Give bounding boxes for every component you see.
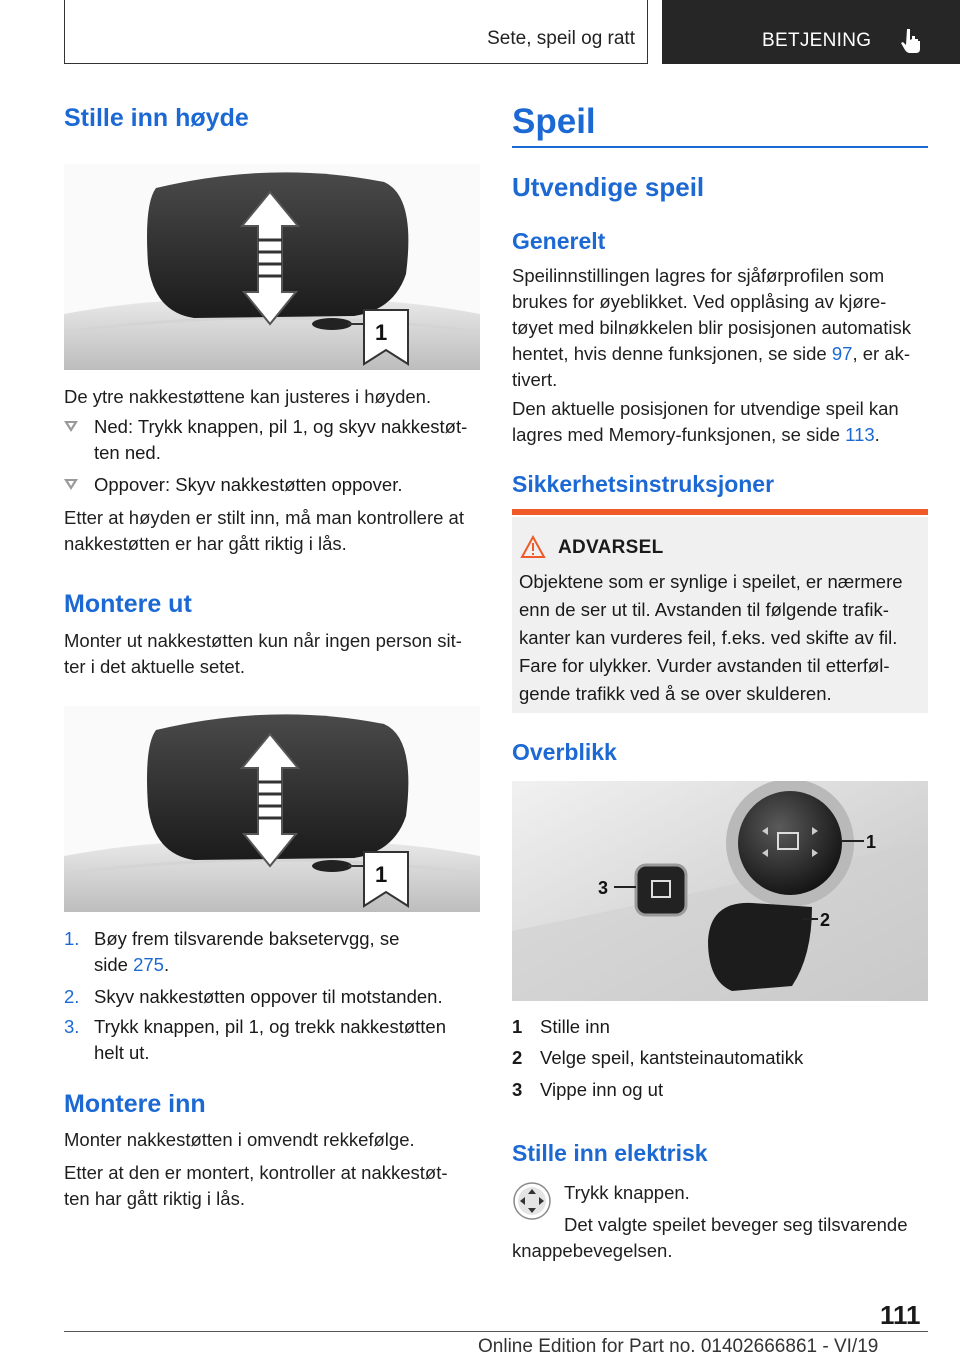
header-chapter-title: BETJENING: [762, 30, 872, 51]
figure-callout-1: 1: [375, 862, 388, 887]
heading-electric: Stille inn elektrisk: [512, 1140, 708, 1166]
legend-number: 3: [512, 1079, 523, 1100]
warning-title: ADVARSEL: [558, 537, 664, 558]
page-link-97[interactable]: 97: [831, 343, 853, 364]
install-line2: Etter at den er montert, kontroller at nakkestøt-: [64, 1162, 448, 1183]
list-item: [64, 1014, 480, 1066]
legend-text: Vippe inn og ut: [540, 1079, 664, 1100]
step-number: 2.: [64, 986, 80, 1007]
remove-intro-line2: ter i det aktuelle setet.: [64, 656, 245, 677]
remove-intro-line1: Monter ut nakkestøtten kun når ingen person sit-: [64, 630, 462, 651]
bullet-line: Oppover: Skyv nakkestøtten oppover.: [94, 474, 403, 495]
step-number: 3.: [64, 1016, 80, 1037]
figure-callout-1: 1: [375, 320, 388, 345]
install-line1: Monter nakkestøtten i omvendt rekkefølge.: [64, 1129, 415, 1150]
heading-general: Generelt: [512, 228, 606, 254]
hand-pointer-icon: [898, 26, 926, 54]
general-line: tøyet med bilnøkkelen blir posisjonen automatisk: [512, 317, 911, 338]
legend-number: 1: [512, 1016, 523, 1037]
memory-line: lagres med Memory-funksjonen, se side 113.: [512, 424, 880, 445]
memory-line: Den aktuelle posisjonen for utvendige speil kan: [512, 398, 899, 419]
step-line: side 275.: [94, 954, 170, 975]
mirror-adjust-button-icon: [512, 1181, 552, 1221]
legend-text: Stille inn: [540, 1016, 610, 1037]
install-line3: ten har gått riktig i lås.: [64, 1188, 245, 1209]
headrest-figure-1: [64, 164, 480, 370]
figure-callout-2: 2: [820, 910, 831, 930]
headrest-figure-2: [64, 706, 480, 912]
heading-remove: Montere ut: [64, 590, 192, 618]
bullet-line: ten ned.: [94, 442, 161, 463]
legend-text: Velge speil, kantsteinautomatikk: [540, 1047, 804, 1068]
step-line: helt ut.: [94, 1042, 150, 1063]
height-after-line1: Etter at høyden er stilt inn, må man kontrollere at: [64, 507, 464, 528]
list-item: [64, 472, 480, 498]
page-link-275[interactable]: 275: [133, 954, 164, 975]
heading-adjust-height: Stille inn høyde: [64, 104, 249, 132]
warning-line: Fare for ulykker. Vurder avstanden til etterføl-: [519, 655, 890, 676]
list-item: [64, 984, 480, 1010]
mirror-controls-figure: [512, 781, 928, 1001]
general-line: Speilinnstillingen lagres for sjåførprofilen som: [512, 265, 885, 286]
page-link-113[interactable]: 113: [845, 424, 875, 445]
header-chapter-box: [662, 0, 960, 64]
step-number: 1.: [64, 928, 80, 949]
step-line: Skyv nakkestøtten oppover til motstanden.: [94, 986, 443, 1007]
warning-box: [512, 517, 928, 713]
electric-line1: Trykk knappen.: [564, 1182, 690, 1203]
warning-line: kanter kan vurderes feil, f.eks. ved skifte av fil.: [519, 627, 898, 648]
figure-callout-3: 3: [598, 878, 609, 898]
heading-install: Montere inn: [64, 1090, 206, 1118]
general-line: hentet, hvis denne funksjonen, se side 97, er ak-: [512, 343, 911, 364]
bullet-line: Ned: Trykk knappen, pil 1, og skyv nakkestøt-: [94, 416, 468, 437]
heading-overview: Overblikk: [512, 739, 617, 765]
general-line: brukes for øyeblikket. Ved opplåsing av kjøre-: [512, 291, 887, 312]
header-section-title: Sete, speil og ratt: [487, 28, 635, 49]
triangle-bullet-icon: [64, 421, 78, 432]
warning-line: enn de ser ut til. Avstanden til følgende trafik-: [519, 599, 889, 620]
figure-callout-1: 1: [866, 832, 877, 852]
header-section-box: [64, 0, 648, 64]
triangle-bullet-icon: [64, 479, 78, 490]
step-line: Trykk knappen, pil 1, og trekk nakkestøtten: [94, 1016, 447, 1037]
warning-accent-bar: [512, 509, 928, 515]
warning-triangle-icon: [520, 535, 546, 559]
heading-rule: [512, 146, 928, 148]
footer-rule: [64, 1331, 928, 1332]
warning-line: Objektene som er synlige i speilet, er nærmere: [519, 571, 903, 592]
height-intro: De ytre nakkestøttene kan justeres i høyden.: [64, 386, 432, 407]
legend-number: 2: [512, 1047, 523, 1068]
general-line: tivert.: [512, 369, 558, 390]
list-item: [64, 414, 480, 466]
electric-line3: knappebevegelsen.: [512, 1240, 673, 1261]
heading-mirror: Speil: [512, 102, 596, 141]
step-line: Bøy frem tilsvarende baksetervgg, se: [94, 928, 400, 949]
footer-edition: Online Edition for Part no. 01402666861 - VI/19: [478, 1336, 879, 1357]
heading-safety: Sikkerhetsinstruksjoner: [512, 471, 775, 497]
page-number: 111: [880, 1300, 921, 1330]
height-after-line2: nakkestøtten er har gått riktig i lås.: [64, 533, 347, 554]
list-item: [64, 926, 480, 978]
electric-line2: Det valgte speilet beveger seg tilsvarende: [564, 1214, 908, 1235]
heading-outside-mirrors: Utvendige speil: [512, 172, 705, 202]
warning-line: gende trafikk ved å se over skulderen.: [519, 683, 832, 704]
